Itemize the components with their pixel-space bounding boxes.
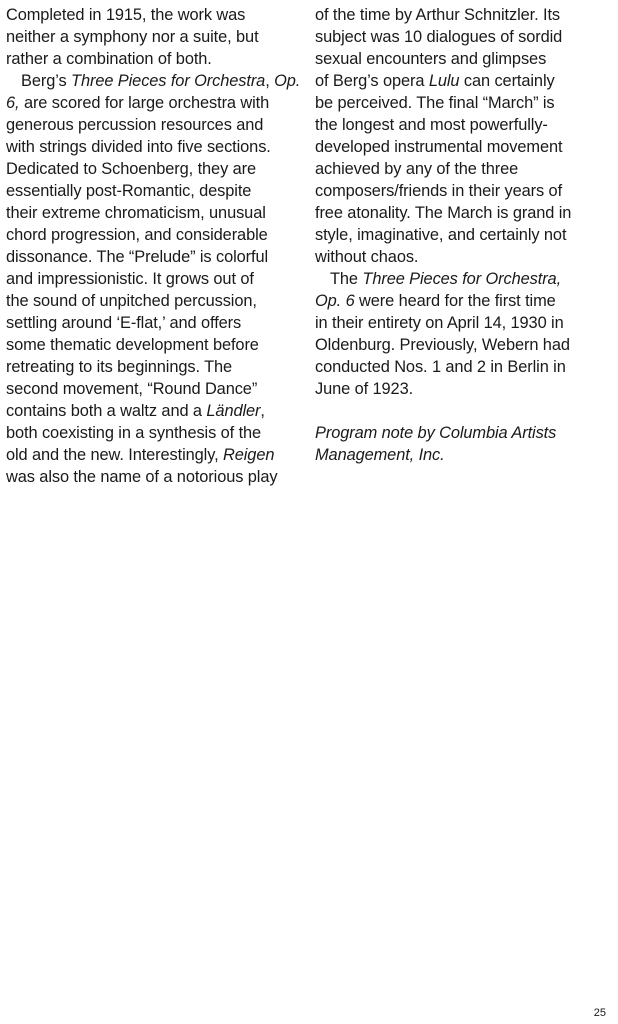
text-span: Management, Inc. [315,446,445,464]
page-number: 25 [593,1007,606,1019]
text-span: Op. [274,72,301,90]
text-span: can certainly [459,72,555,90]
text-span: dissonance. The “Prelude” is colorful [6,248,269,266]
text-span: Dedicated to Schoenberg, they are [6,160,257,178]
left-text-column [6,4,304,488]
text-line [6,136,304,158]
text-span: was also the name of a notorious play [6,468,278,486]
text-span: old and the new. Interestingly, [6,446,224,464]
text-line [315,312,613,334]
text-line [6,48,304,70]
text-line [6,290,304,312]
text-line [6,224,304,246]
text-span: the sound of unpitched percussion, [6,292,257,310]
text-span: the longest and most powerfully- [315,116,548,134]
text-span: Three Pieces for Orchestra [71,72,266,90]
text-span: Ländler [206,402,261,420]
text-line [6,246,304,268]
text-span: June of 1923. [315,380,414,398]
text-line [315,422,613,444]
text-span: composers/friends in their years of [315,182,563,200]
text-span: generous percussion resources and [6,116,264,134]
text-span: in their entirety on April 14, 1930 in [315,314,564,332]
text-span: , [265,72,275,90]
text-span: developed instrumental movement [315,138,563,156]
text-line [315,92,613,114]
text-line [6,114,304,136]
text-span: Reigen [223,446,275,464]
text-span: chord progression, and considerable [6,226,268,244]
text-span: The [330,270,363,288]
text-line [6,444,304,466]
text-line [315,378,613,400]
text-line [6,4,304,26]
text-line [315,246,613,268]
text-line [315,224,613,246]
text-span: free atonality. The March is grand in [315,204,572,222]
text-line [315,26,613,48]
text-line [315,444,613,466]
text-span: settling around ‘E-flat,’ and offers [6,314,242,332]
text-span: , [260,402,265,420]
text-line [6,92,304,114]
text-line [315,48,613,70]
text-span: Oldenburg. Previously, Webern had [315,336,570,354]
text-line [315,268,613,290]
text-span: Lulu [428,72,460,90]
text-span: of the time by Arthur Schnitzler. Its [315,6,561,24]
text-span: both coexisting in a synthesis of the [6,424,262,442]
text-line [6,400,304,422]
text-span: 6, [6,94,20,112]
text-span: retreating to its beginnings. The [6,358,233,376]
text-span: sexual encounters and glimpses [315,50,547,68]
text-span: Completed in 1915, the work was [6,6,246,24]
text-line [315,70,613,92]
text-line [6,466,304,488]
text-line [6,180,304,202]
text-line [6,26,304,48]
text-line [315,136,613,158]
text-line [6,378,304,400]
text-span: Program note by Columbia Artists [315,424,557,442]
text-line [6,202,304,224]
text-line [6,158,304,180]
text-span: some thematic development before [6,336,259,354]
right-text-column [315,4,613,466]
text-line [315,356,613,378]
text-line [315,180,613,202]
text-span: be perceived. The final “March” is [315,94,555,112]
text-line [6,334,304,356]
text-span: without chaos. [315,248,419,266]
text-span: were heard for the first time [354,292,556,310]
text-span: second movement, “Round Dance” [6,380,258,398]
text-span: subject was 10 dialogues of sordid [315,28,563,46]
text-span: Three Pieces for Orchestra, [362,270,562,288]
text-line [315,202,613,224]
text-line [315,158,613,180]
text-span: rather a combination of both. [6,50,212,68]
text-span: with strings divided into five sections. [6,138,271,156]
text-line [6,312,304,334]
text-span: are scored for large orchestra with [19,94,270,112]
text-span: of Berg’s opera [315,72,429,90]
text-line [315,4,613,26]
text-span: contains both a waltz and a [6,402,207,420]
text-line [6,356,304,378]
text-line [315,334,613,356]
text-span: their extreme chromaticism, unusual [6,204,266,222]
text-span: and impressionistic. It grows out of [6,270,254,288]
text-span: conducted Nos. 1 and 2 in Berlin in [315,358,566,376]
text-line [6,268,304,290]
text-line [6,422,304,444]
text-span: achieved by any of the three [315,160,519,178]
text-line [315,400,613,422]
text-span: Op. 6 [315,292,355,310]
text-line [6,70,304,92]
text-span: neither a symphony nor a suite, but [6,28,259,46]
text-span: Berg’s [21,72,72,90]
text-line [315,290,613,312]
text-line [315,114,613,136]
text-span: essentially post-Romantic, despite [6,182,252,200]
text-span: style, imaginative, and certainly not [315,226,567,244]
